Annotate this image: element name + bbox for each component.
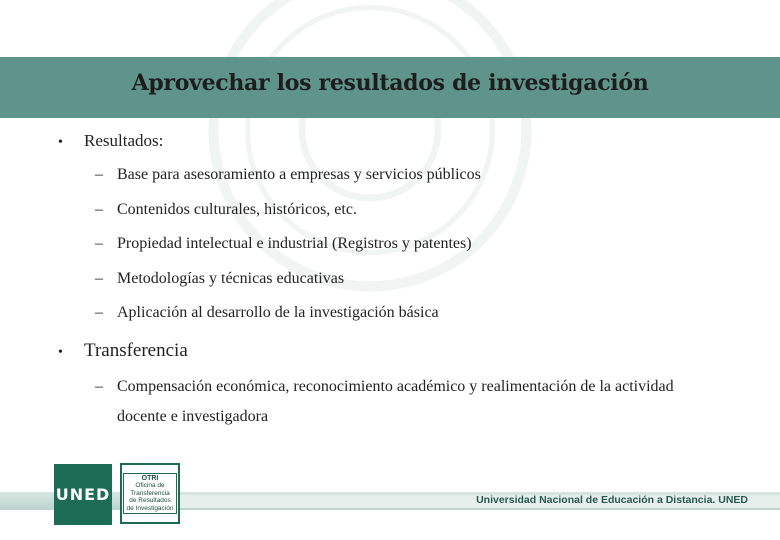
sub-item (95, 201, 357, 219)
uned-logo (54, 464, 112, 525)
sub-item (95, 378, 674, 396)
sub-item (95, 270, 344, 288)
footer-university-name: Universidad Nacional de Educación a Distancia. UNED (476, 494, 748, 506)
sub-item-continuation (95, 408, 268, 426)
sub-item-text: Propiedad intelectual e industrial (Registros y patentes) (117, 235, 472, 252)
sub-item-text: Compensación económica, reconocimiento académico y realimentación de la actividad (117, 378, 674, 395)
otri-line: Transferencia (130, 489, 170, 497)
bullet-label: Resultados: (84, 131, 164, 150)
dash-icon: – (95, 166, 103, 183)
sub-item (95, 235, 472, 253)
sub-item (95, 304, 439, 322)
bullet-resultados (58, 131, 163, 151)
otri-title: OTRI (141, 474, 159, 482)
otri-logo-box (123, 473, 177, 515)
dash-icon: – (95, 201, 103, 218)
sub-item-text: Contenidos culturales, históricos, etc. (117, 201, 357, 218)
uned-logo-text: UNED (55, 485, 111, 504)
dash-icon: – (95, 304, 103, 321)
bullet-dot-icon: • (58, 345, 63, 360)
dash-icon: – (95, 378, 103, 395)
dash-icon: – (95, 235, 103, 252)
sub-item-text: Aplicación al desarrollo de la investigación básica (117, 304, 439, 321)
sub-item-text: docente e investigadora (117, 408, 269, 425)
dash-icon: – (95, 270, 103, 287)
otri-line: de Investigación (126, 504, 174, 512)
sub-item-text: Base para asesoramiento a empresas y servicios públicos (117, 166, 481, 183)
slide-title: Aprovechar los resultados de investigación (131, 70, 649, 96)
otri-line: Oficina de (135, 482, 165, 490)
bullet-dot-icon: • (58, 135, 63, 150)
sub-item-text: Metodologías y técnicas educativas (117, 270, 345, 287)
sub-item (95, 166, 481, 184)
otri-logo (120, 463, 180, 524)
otri-line: de Resultados (129, 497, 171, 505)
bullet-transferencia (58, 340, 188, 362)
bullet-label: Transferencia (84, 340, 188, 361)
